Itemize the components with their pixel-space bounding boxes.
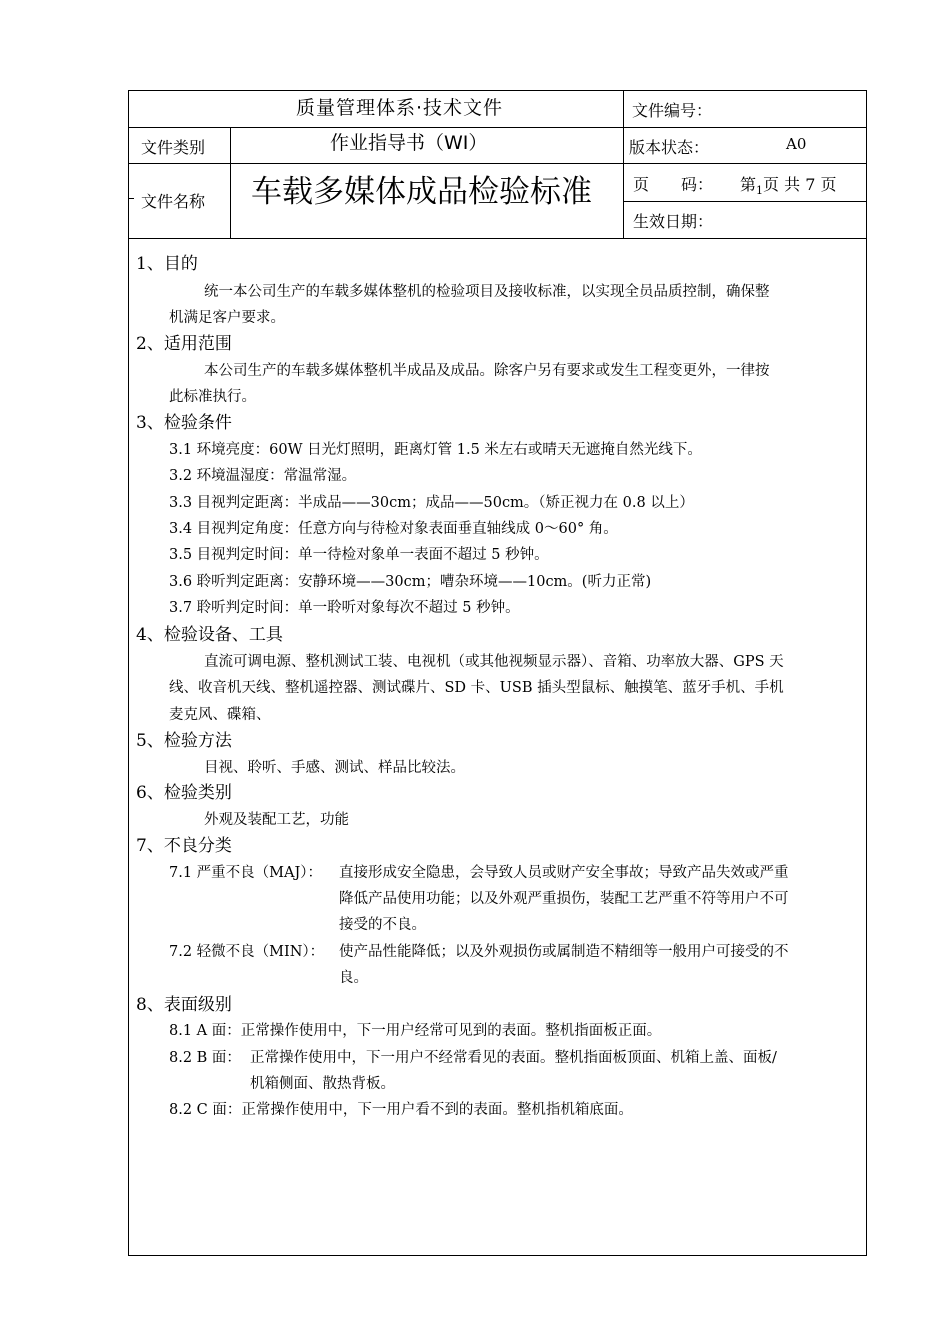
header-col-1 — [230, 127, 231, 238]
major-defect-line-1: 直接形成安全隐患，会导致人员或财产安全事故；导致产品失效或严重 — [339, 865, 789, 881]
header-rule-4 — [128, 238, 867, 239]
condition-3-7: 3.7 聆听判定时间：单一聆听对象每次不超过 5 秒钟。 — [169, 600, 520, 616]
minor-defect-line-2: 良。 — [339, 970, 368, 986]
page-total: 页 共 7 页 — [763, 175, 837, 194]
section-5-line-1: 目视、聆听、手感、测试、样品比较法。 — [204, 760, 465, 776]
header-col-2 — [623, 90, 624, 238]
surface-b-label: 8.2 B 面： — [169, 1050, 241, 1066]
section-8-title: 8、表面级别 — [136, 995, 232, 1015]
condition-3-1: 3.1 环境亮度：60W 日光灯照明，距离灯管 1.5 米左右或晴天无遮掩自然光线下。 — [169, 442, 702, 458]
header-rule-3 — [623, 201, 867, 202]
version-label: 版本状态： — [629, 138, 710, 157]
doc-number-label: 文件编号： — [632, 101, 713, 120]
surface-b-line-1: 正常操作使用中，下一用户不经常看见的表面。整机指面板顶面、机箱上盖、面板/ — [250, 1050, 777, 1066]
category-value: 作业指导书（WI） — [330, 132, 488, 154]
section-2-title: 2、适用范围 — [136, 334, 232, 354]
condition-3-4: 3.4 目视判定角度：任意方向与待检对象表面垂直轴线成 0～60° 角。 — [169, 521, 618, 537]
section-7-title: 7、不良分类 — [136, 836, 232, 856]
system-title: 质量管理体系·技术文件 — [296, 97, 504, 119]
section-1-title: 1、目的 — [136, 254, 198, 274]
section-1-line-2: 机满足客户要求。 — [169, 310, 285, 326]
page-label: 页 码： — [633, 175, 714, 194]
header-rule-2 — [128, 163, 867, 164]
section-4-line-2: 线、收音机天线、整机遥控器、测试碟片、SD 卡、USB 插头型鼠标、触摸笔、蓝牙手机、手机 — [169, 680, 784, 696]
condition-3-5: 3.5 目视判定时间：单一待检对象单一表面不超过 5 秒钟。 — [169, 547, 549, 563]
major-defect-line-3: 接受的不良。 — [339, 917, 426, 933]
section-6-title: 6、检验类别 — [136, 783, 232, 803]
section-6-line-1: 外观及装配工艺，功能 — [204, 812, 349, 828]
section-4-line-3: 麦克风、碟箱、 — [169, 707, 271, 723]
minor-defect-label: 7.2 轻微不良（MIN）： — [169, 944, 325, 960]
surface-b-line-2: 机箱侧面、散热背板。 — [250, 1076, 395, 1092]
section-2-line-2: 此标准执行。 — [169, 389, 256, 405]
condition-3-3: 3.3 目视判定距离：半成品——30cm；成品——50cm。（矫正视力在 0.8 以上） — [169, 495, 694, 511]
version-value: A0 — [786, 135, 807, 153]
header-rule-1 — [128, 127, 867, 128]
section-4-title: 4、检验设备、工具 — [136, 625, 283, 645]
major-defect-label: 7.1 严重不良（MAJ）： — [169, 865, 323, 881]
page-prefix: 第 — [740, 175, 757, 194]
minor-defect-line-1: 使产品性能降低；以及外观损伤或属制造不精细等一般用户可接受的不 — [339, 944, 789, 960]
section-1-line-1: 统一本公司生产的车载多媒体整机的检验项目及接收标准，以实现全员品质控制，确保整 — [204, 284, 770, 300]
surface-a: 8.1 A 面：正常操作使用中，下一用户经常可见到的表面。整机指面板正面。 — [169, 1023, 662, 1039]
document-name: 车载多媒体成品检验标准 — [251, 174, 592, 210]
page-current: 1 — [756, 184, 764, 197]
document-frame — [128, 90, 867, 1256]
margin-mark — [128, 198, 134, 199]
effective-date-label: 生效日期： — [633, 212, 714, 231]
section-5-title: 5、检验方法 — [136, 731, 232, 751]
condition-3-2: 3.2 环境温湿度：常温常湿。 — [169, 468, 357, 484]
section-4-line-1: 直流可调电源、整机测试工装、电视机（或其他视频显示器）、音箱、功率放大器、GPS 天 — [204, 654, 784, 670]
major-defect-line-2: 降低产品使用功能；以及外观严重损伤，装配工艺严重不符等用户不可 — [339, 891, 789, 907]
surface-c: 8.2 C 面：正常操作使用中，下一用户看不到的表面。整机指机箱底面。 — [169, 1102, 633, 1118]
section-3-title: 3、检验条件 — [136, 413, 232, 433]
condition-3-6: 3.6 聆听判定距离：安静环境——30cm；嘈杂环境——10cm。(听力正常) — [169, 574, 652, 590]
category-label: 文件类别 — [141, 138, 206, 157]
page-info — [740, 172, 836, 197]
name-label: 文件名称 — [141, 192, 206, 211]
section-2-line-1: 本公司生产的车载多媒体整机半成品及成品。除客户另有要求或发生工程变更外，一律按 — [204, 363, 770, 379]
